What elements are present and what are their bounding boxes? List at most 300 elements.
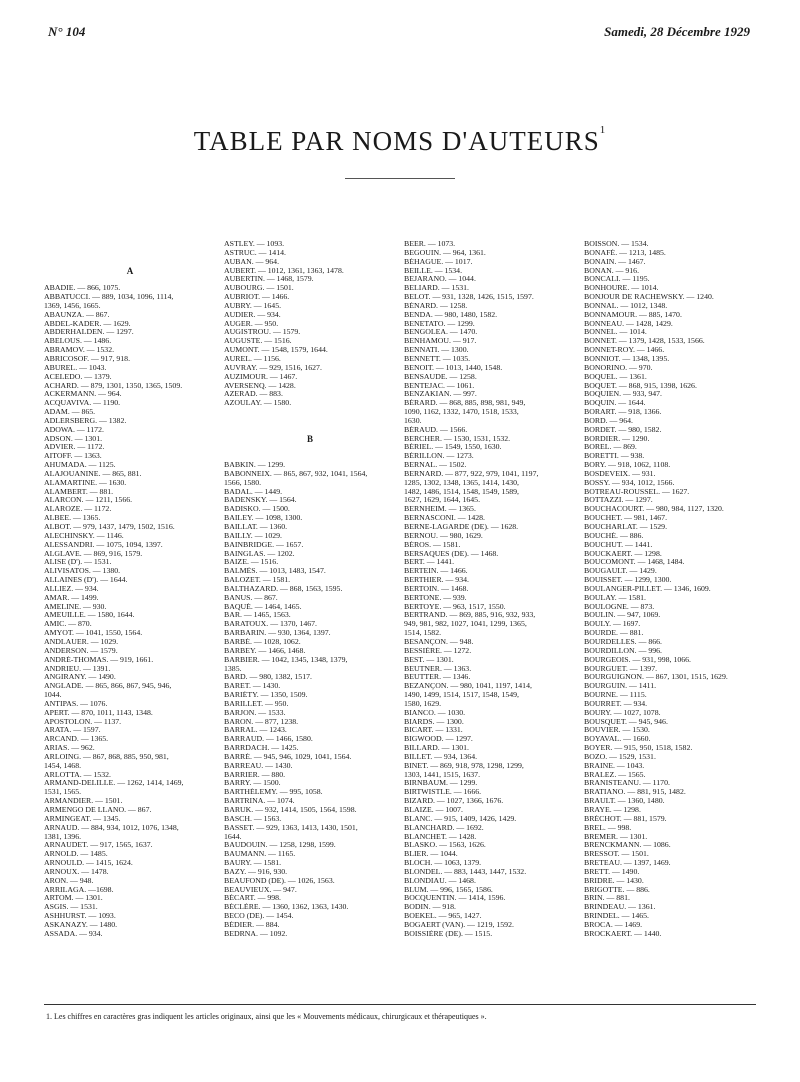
author-entry: BARRY. — 1500.: [224, 779, 281, 788]
author-entry: BERNARD. — 877, 922, 979, 1041, 1197,: [404, 469, 539, 478]
author-entry: ALLAINES (D'). — 1644.: [44, 576, 128, 585]
author-entry: 1580, 1629.: [404, 699, 442, 708]
author-entry: BADENSKY. — 1564.: [224, 496, 297, 505]
author-entry: BOUCHET. — 981, 1467.: [584, 514, 668, 523]
author-entry: BLIER. — 1044.: [404, 850, 458, 859]
author-entry: BORETTI. — 938.: [584, 452, 645, 461]
author-entry: BOGAERT (VAN). — 1219, 1592.: [404, 920, 514, 929]
author-entry: BOYER. — 915, 950, 1518, 1582.: [584, 744, 693, 753]
author-entry: BOQUET. — 868, 915, 1398, 1626.: [584, 381, 697, 390]
author-entry: BLASKO. — 1563, 1626.: [404, 841, 486, 850]
author-entry: AHUMADA. — 1125.: [44, 461, 116, 470]
author-entry: BIRTWISTLE. — 1666.: [404, 788, 482, 797]
author-entry: BASCH. — 1563.: [224, 814, 282, 823]
author-column-1: [44, 240, 216, 939]
author-entry: ACQUAVIVA. — 1190.: [44, 399, 121, 408]
author-entry: BROCA. — 1469.: [584, 920, 643, 929]
author-entry: BRINDEL. — 1465.: [584, 912, 649, 921]
blank-line: [224, 417, 396, 426]
author-entry: BOULY. — 1697.: [584, 620, 641, 629]
author-entry: BICART. — 1331.: [404, 726, 463, 735]
author-entry: BOULANGER-PILLET. — 1346, 1609.: [584, 584, 711, 593]
issue-date: Samedi, 28 Décembre 1929: [604, 24, 750, 39]
author-entry: BEJARANO. — 1044.: [404, 275, 476, 284]
author-entry: ARTOM. — 1301.: [44, 894, 103, 903]
author-entry: BOREL. — 869.: [584, 443, 637, 452]
author-entry: ARATA. — 1597.: [44, 726, 101, 735]
author-entry: AZOULAY. — 1580.: [224, 399, 292, 408]
author-column-3: [404, 240, 576, 939]
author-entry: 1630.: [404, 416, 422, 425]
blank-line: [224, 452, 396, 461]
author-entry: BRENCKMANN. — 1086.: [584, 841, 671, 850]
author-entry: ARNAUD. — 884, 934, 1012, 1076, 1348,: [44, 823, 179, 832]
author-entry: AZERAD. — 883.: [224, 390, 283, 399]
author-entry: BRAYE. — 1298.: [584, 806, 641, 814]
author-entry: ASSADA. — 934.: [44, 929, 103, 938]
author-entry: ACELEDO. — 1379.: [44, 372, 112, 381]
author-entry: ABDEL-KADER. — 1629.: [44, 319, 131, 328]
author-entry: BRIN. — 881.: [584, 894, 630, 903]
author-entry: ABRAMOV. — 1532.: [44, 346, 115, 355]
author-entry: ARMENGO DE LLANO. — 867.: [44, 806, 152, 814]
author-entry: BOULAY. — 1581.: [584, 593, 646, 602]
author-entry: ADAM. — 865.: [44, 408, 96, 417]
author-entry: ANDLAUER. — 1029.: [44, 637, 119, 646]
author-entry: BADISKO. — 1500.: [224, 505, 290, 514]
author-entry: BARON. — 877, 1238.: [224, 717, 299, 726]
author-entry: ASTRUC. — 1414.: [224, 248, 286, 257]
author-entry: BAILEY. — 1098, 1300.: [224, 514, 303, 523]
author-entry: ARMAND-DELILLE. — 1262, 1414, 1469,: [44, 779, 184, 788]
author-entry: BRÉCHOT. — 881, 1579.: [584, 814, 667, 823]
author-entry: ADLERSBERG. — 1382.: [44, 416, 127, 425]
author-entry: ARLOING. — 867, 868, 885, 950, 981,: [44, 752, 169, 761]
title-rule: [345, 178, 455, 179]
author-entry: BADAL. — 1449.: [224, 487, 283, 496]
author-entry: 1303, 1441, 1515, 1637.: [404, 770, 481, 779]
author-entry: BERTOYE. — 963, 1517, 1550.: [404, 602, 506, 611]
author-entry: BLANCHET. — 1428.: [404, 832, 477, 841]
author-entry: BOISSON. — 1534.: [584, 240, 649, 248]
author-entry: BENETATO. — 1299.: [404, 319, 475, 328]
author-entry: BRINDEAU. — 1361.: [584, 903, 656, 912]
author-entry: ASTLEY. — 1093.: [224, 240, 285, 248]
author-entry: ARMANDIER. — 1501.: [44, 797, 123, 806]
author-entry: BEAUVIEUX. — 947.: [224, 885, 297, 894]
author-entry: BERTOIN. — 1468.: [404, 584, 469, 593]
author-entry: BODIN. — 918.: [404, 903, 456, 912]
author-entry: 1285, 1302, 1348, 1365, 1414, 1430,: [404, 478, 520, 487]
author-entry: BAQUÉ. — 1464, 1465.: [224, 602, 302, 611]
author-entry: BECO (DE). — 1454.: [224, 912, 294, 921]
author-entry: BERCHER. — 1530, 1531, 1532.: [404, 434, 511, 443]
author-entry: AMAR. — 1499.: [44, 593, 99, 602]
author-entry: BELOT. — 931, 1328, 1426, 1515, 1597.: [404, 293, 534, 302]
author-entry: BEUTNER. — 1363.: [404, 664, 472, 673]
author-entry: BENGOLEA. — 1470.: [404, 328, 478, 337]
author-entry: BALMÈS. — 1013, 1483, 1547.: [224, 567, 326, 576]
author-entry: BARRÉ. — 945, 946, 1029, 1041, 1564.: [224, 752, 352, 761]
author-entry: BONNAL. — 1012, 1348.: [584, 301, 668, 310]
author-entry: BEDRNA. — 1092.: [224, 929, 288, 938]
author-entry: BRALEZ. — 1565.: [584, 770, 646, 779]
author-entry: ALAMBERT. — 881.: [44, 487, 114, 496]
author-entry: BONHOURE. — 1014.: [584, 284, 659, 293]
author-entry: BAZY. — 916, 930.: [224, 867, 288, 876]
blank-line: [44, 240, 216, 249]
author-entry: BALTHAZARD. — 868, 1563, 1595.: [224, 584, 343, 593]
author-entry: ALESSANDRI. — 1075, 1094, 1397.: [44, 540, 163, 549]
author-entry: ANGIRANY. — 1490.: [44, 673, 116, 682]
author-entry: BRESSOT. — 1501.: [584, 850, 649, 859]
author-entry: BERNASCONI. — 1428.: [404, 514, 486, 523]
author-entry: APERT. — 870, 1011, 1143, 1348.: [44, 708, 153, 717]
author-entry: BARBIER. — 1042, 1345, 1348, 1379,: [224, 655, 348, 664]
author-entry: BARD. — 980, 1382, 1517.: [224, 673, 312, 682]
author-entry: BOUCHÉ. — 886.: [584, 531, 644, 540]
author-entry: BLONDIAU. — 1468.: [404, 876, 476, 885]
author-entry: BOTTAZZI. — 1297.: [584, 496, 653, 505]
author-entry: BAUDOUIN. — 1258, 1298, 1599.: [224, 841, 336, 850]
author-entry: BAILLAT. — 1360.: [224, 523, 288, 531]
author-entry: BONAN. — 916.: [584, 266, 640, 275]
author-entry: BOUGAULT. — 1429.: [584, 567, 657, 576]
author-entry: ANDERSON. — 1579.: [44, 646, 118, 655]
author-entry: BONNET. — 1379, 1428, 1533, 1566.: [584, 337, 705, 346]
author-entry: AUGUSTE. — 1516.: [224, 337, 292, 346]
author-entry: BLAIZE. — 1007.: [404, 806, 463, 814]
author-entry: BOUCHUT. — 1441.: [584, 540, 653, 549]
author-entry: ARNOULD. — 1415, 1624.: [44, 859, 133, 868]
author-entry: BONORINO. — 970.: [584, 363, 653, 372]
author-entry: BARTRINA. — 1074.: [224, 797, 295, 806]
author-entry: BEZANÇON. — 980, 1041, 1197, 1414,: [404, 682, 532, 691]
author-entry: 1566, 1580.: [224, 478, 262, 487]
author-entry: BOQUEL. — 1361.: [584, 372, 647, 381]
author-entry: BILLARD. — 1301.: [404, 744, 469, 753]
author-entry: BERNHEIM. — 1365.: [404, 505, 476, 514]
author-entry: BERNOU. — 980, 1629.: [404, 531, 483, 540]
author-entry: ARRILAGA. —1698.: [44, 885, 114, 894]
author-entry: ANDRIEU. — 1391.: [44, 664, 111, 673]
author-entry: BONNET-ROY. — 1466.: [584, 346, 665, 355]
blank-line: [44, 258, 216, 267]
author-entry: BRATIANO. — 881, 915, 1482.: [584, 788, 686, 797]
author-entry: BÉDIER. — 884.: [224, 920, 280, 929]
author-entry: ABBATUCCI. — 889, 1034, 1096, 1114,: [44, 293, 174, 302]
section-letter: B: [306, 434, 313, 444]
author-entry: AUMONT. — 1548, 1579, 1644.: [224, 346, 328, 355]
author-entry: BÉRARD. — 868, 885, 898, 981, 949,: [404, 399, 526, 408]
author-entry: ALISE (D'). — 1531.: [44, 558, 112, 567]
author-entry: BALOZET. — 1581.: [224, 576, 291, 585]
author-entry: BARBEY. — 1466, 1468.: [224, 646, 306, 655]
author-entry: BENSAUDE. — 1258.: [404, 372, 477, 381]
author-entry: AMEUILLE. — 1580, 1644.: [44, 611, 135, 620]
author-entry: BARILLET. — 950.: [224, 699, 289, 708]
blank-line: [44, 275, 216, 284]
author-entry: BOURGEOIS. — 931, 998, 1066.: [584, 655, 691, 664]
author-entry: BOISSIÈRE (DE). — 1515.: [404, 929, 493, 938]
author-entry: BAINGLAS. — 1202.: [224, 549, 295, 558]
author-entry: BARRAL. — 1243.: [224, 726, 287, 735]
author-entry: ABAUNZA. — 867.: [44, 310, 110, 319]
blank-line: [224, 408, 396, 417]
author-entry: 1490, 1499, 1514, 1517, 1548, 1549,: [404, 691, 520, 700]
author-entry: BÉCLÈRE. — 1360, 1362, 1363, 1430.: [224, 903, 349, 912]
author-entry: BOTREAU-ROUSSEL. — 1627.: [584, 487, 690, 496]
author-entry: BARET. — 1430.: [224, 682, 281, 691]
author-entry: 1454, 1468.: [44, 761, 82, 770]
issue-number: N° 104: [48, 24, 86, 39]
author-entry: BONNEAU. — 1428, 1429.: [584, 319, 673, 328]
author-entry: ASGIS. — 1531.: [44, 903, 98, 912]
author-entry: BARATOUX. — 1370, 1467.: [224, 620, 317, 629]
author-entry: ALIVISATOS. — 1380.: [44, 567, 121, 576]
author-entry: BOZO. — 1529, 1531.: [584, 752, 656, 761]
author-entry: BOUCHARLAT. — 1529.: [584, 523, 668, 531]
author-entry: BLOCH. — 1063, 1379.: [404, 859, 482, 868]
author-entry: BEER. — 1073.: [404, 240, 456, 248]
author-entry: BARRAUD. — 1466, 1580.: [224, 735, 313, 744]
author-entry: BOQUIEN. — 933, 947.: [584, 390, 662, 399]
author-entry: BARBÉ. — 1028, 1062.: [224, 637, 301, 646]
author-entry: 1369, 1456, 1665.: [44, 301, 101, 310]
author-entry: BENNATI. — 1300.: [404, 346, 469, 355]
author-entry: BASSET. — 929, 1363, 1413, 1430, 1501,: [224, 823, 358, 832]
author-entry: ABDERHALDEN. — 1297.: [44, 328, 134, 337]
author-entry: ARON. — 948.: [44, 876, 94, 885]
author-entry: BARIÉTY. — 1350, 1509.: [224, 691, 308, 700]
author-entry: BÉRIEL. — 1549, 1550, 1630.: [404, 443, 502, 452]
author-entry: ARLOTTA. — 1532.: [44, 770, 111, 779]
author-entry: BONCALI. — 1195.: [584, 275, 650, 284]
author-entry: AMELINE. — 930.: [44, 602, 107, 611]
author-entry: BARTHÉLEMY. — 995, 1058.: [224, 788, 323, 797]
author-entry: ALECHINSKY. — 1146.: [44, 531, 124, 540]
author-entry: BONNAMOUR. — 885, 1470.: [584, 310, 682, 319]
author-entry: BAR. — 1465, 1563.: [224, 611, 291, 620]
author-entry: BIGWOOD. — 1297.: [404, 735, 473, 744]
author-entry: ALBOT. — 979, 1437, 1479, 1502, 1516.: [44, 523, 175, 531]
author-entry: BOQUIN. — 1644.: [584, 399, 646, 408]
author-entry: BONJOUR DE RACHEWSKY. — 1240.: [584, 293, 714, 302]
author-entry: BEUTTER. — 1346.: [404, 673, 471, 682]
author-entry: BARRDACH. — 1425.: [224, 744, 299, 753]
author-entry: 1090, 1162, 1332, 1470, 1518, 1533,: [404, 408, 519, 417]
author-entry: BOURNE. — 1115.: [584, 691, 647, 700]
author-entry: BORDIER. — 1290.: [584, 434, 650, 443]
author-entry: 1514, 1582.: [404, 629, 442, 638]
author-entry: ALARCON. — 1211, 1566.: [44, 496, 133, 505]
footnote: 1. Les chiffres en caractères gras indiquent les articles originaux, ainsi que les « Mouvements médicaux, chirurgicaux et thérapeutiques ».: [46, 1012, 487, 1021]
author-entry: BENTEJAC. — 1061.: [404, 381, 475, 390]
author-entry: BARREAU. — 1430.: [224, 761, 293, 770]
author-entry: BENNETT. — 1035.: [404, 354, 471, 363]
author-entry: AUBAN. — 964.: [224, 257, 280, 266]
blank-line: [44, 249, 216, 258]
author-entry: BREMER. — 1301.: [584, 832, 648, 841]
author-entry: AUBERTIN. — 1468, 1579.: [224, 275, 314, 284]
author-entry: BILLET. — 934, 1364.: [404, 752, 478, 761]
author-entry: ABRICOSOF. — 917, 918.: [44, 354, 131, 363]
author-entry: BERTRAND. — 869, 885, 916, 932, 933,: [404, 611, 536, 620]
author-entry: BERNAL. — 1502.: [404, 461, 467, 470]
author-entry: BOUSQUET. — 945, 946.: [584, 717, 668, 726]
author-entry: BINET. — 869, 918, 978, 1298, 1299,: [404, 761, 524, 770]
author-entry: AUBRIOT. — 1466.: [224, 293, 290, 302]
author-entry: 1482, 1486, 1514, 1548, 1549, 1589,: [404, 487, 520, 496]
author-entry: BOURGUIN. — 1411.: [584, 682, 657, 691]
author-entry: BONAIN. — 1467.: [584, 257, 646, 266]
author-entry: BLANCHARD. — 1692.: [404, 823, 484, 832]
author-entry: BRIDRE. — 1430.: [584, 876, 644, 885]
author-entry: ANGLADE. — 865, 866, 867, 945, 946,: [44, 682, 172, 691]
author-entry: BOULIN. — 947, 1069.: [584, 611, 661, 620]
author-entry: BOSDEVEIX. — 931.: [584, 469, 656, 478]
author-entry: BESSIÈRE. — 1272.: [404, 646, 472, 655]
author-entry: ADOWA. — 1172.: [44, 425, 104, 434]
author-entry: AVERSENQ. — 1428.: [224, 381, 296, 390]
blank-line: [224, 443, 396, 452]
author-entry: 1644.: [224, 832, 242, 841]
author-entry: BOUCOMONT. — 1468, 1484.: [584, 558, 685, 567]
author-entry: BORDET. — 980, 1582.: [584, 425, 662, 434]
author-entry: 1531, 1565.: [44, 788, 82, 797]
author-entry: BARBARIN. — 930, 1364, 1397.: [224, 629, 331, 638]
page-title-text: TABLE PAR NOMS D'AUTEURS: [193, 126, 600, 156]
author-entry: BLANC. — 915, 1409, 1426, 1429.: [404, 814, 517, 823]
author-entry: BÉROS. — 1581.: [404, 540, 461, 549]
author-entry: ARCAND. — 1365.: [44, 735, 109, 744]
author-entry: ANTIPAS. — 1076.: [44, 699, 108, 708]
author-entry: BROCKAERT. — 1440.: [584, 929, 662, 938]
author-entry: 1044.: [44, 691, 62, 700]
author-entry: BARRIER. — 880.: [224, 770, 286, 779]
author-entry: ACHARD. — 879, 1301, 1350, 1365, 1509.: [44, 381, 183, 390]
author-entry: BENZAKIAN. — 997.: [404, 390, 477, 399]
author-entry: BÉHAGUE. — 1017.: [404, 257, 473, 266]
author-entry: ABELOUS. — 1486.: [44, 337, 112, 346]
blank-line: [224, 426, 396, 435]
author-entry: BERSAQUES (DE). — 1468.: [404, 549, 499, 558]
author-entry: BENHAMOU. — 917.: [404, 337, 477, 346]
author-entry: BOYAVAL. — 1660.: [584, 735, 651, 744]
author-entry: BOURGUET. — 1397.: [584, 664, 658, 673]
author-entry: BOURDE. — 881.: [584, 629, 644, 638]
author-entry: BOURDELLES. — 866.: [584, 637, 662, 646]
author-entry: BAINBRIDGE. — 1657.: [224, 540, 304, 549]
author-entry: BOURDILLON. — 996.: [584, 646, 662, 655]
author-entry: BAIZE. — 1516.: [224, 558, 279, 567]
author-entry: BOURY. — 1027, 1078.: [584, 708, 661, 717]
author-entry: BEGOUIN. — 964, 1361.: [404, 248, 486, 257]
author-entry: ADVIER. — 1172.: [44, 443, 105, 452]
author-entry: ARIAS. — 962.: [44, 744, 95, 753]
author-entry: ALAJOUANINE. — 865, 881.: [44, 469, 142, 478]
author-entry: ARNAUDET. — 917, 1565, 1637.: [44, 841, 153, 850]
author-entry: AUBRY. — 1645.: [224, 301, 282, 310]
author-entry: BLUM. — 996, 1565, 1586.: [404, 885, 493, 894]
author-entry: AUGER. — 950.: [224, 319, 279, 328]
author-entry: ALAROZE. — 1172.: [44, 505, 112, 514]
title-footnote-mark: 1: [599, 124, 607, 136]
author-entry: BOURRET. — 934.: [584, 699, 648, 708]
author-entry: BOUISSET. — 1299, 1300.: [584, 576, 672, 585]
author-entry: BOULOGNE. — 873.: [584, 602, 655, 611]
author-entry: BORD. — 964.: [584, 416, 633, 425]
author-entry: 1627, 1629, 1644, 1645.: [404, 496, 481, 505]
author-entry: BÉNARD. — 1258.: [404, 301, 468, 310]
author-entry: BEILLE. — 1534.: [404, 266, 463, 275]
author-entry: ABADIE. — 866, 1075.: [44, 284, 121, 293]
author-entry: BAURY. — 1581.: [224, 859, 282, 868]
author-entry: ALLIEZ. — 934.: [44, 584, 99, 593]
author-entry: BRETEAU. — 1397, 1469.: [584, 859, 671, 868]
author-entry: BERNE-LAGARDE (DE). — 1628.: [404, 523, 519, 531]
author-entry: ADSON. — 1301.: [44, 434, 103, 443]
author-entry: AMYOT. — 1041, 1550, 1564.: [44, 629, 143, 638]
author-entry: BIZARD. — 1027, 1366, 1676.: [404, 797, 504, 806]
author-entry: APOSTOLON. — 1137.: [44, 717, 122, 726]
author-column-2: [224, 240, 396, 939]
author-entry: BOUVIER. — 1530.: [584, 726, 650, 735]
section-letter: A: [126, 266, 134, 276]
page-title: [0, 126, 800, 157]
author-entry: BÉCART. — 998.: [224, 894, 281, 903]
author-entry: BESANÇON. — 948.: [404, 637, 474, 646]
author-entry: AITOFF. — 1363.: [44, 452, 102, 461]
author-entry: AUBOURG. — 1501.: [224, 284, 294, 293]
author-entry: ABUREL. — 1043.: [44, 363, 107, 372]
author-entry: ACKERMANN. — 964.: [44, 390, 122, 399]
author-entry: BAUMANN. — 1165.: [224, 850, 296, 859]
author-entry: BRANISTEANU. — 1170.: [584, 779, 670, 788]
author-entry: BOSSY. — 934, 1012, 1566.: [584, 478, 675, 487]
author-entry: BRIGOTTE. — 886.: [584, 885, 650, 894]
author-entry: BABKIN. — 1299.: [224, 461, 286, 470]
author-entry: ARNOLD. — 1485.: [44, 850, 108, 859]
author-entry: 949, 981, 982, 1027, 1041, 1299, 1365,: [404, 620, 527, 629]
author-entry: BIRNBAUM. — 1299.: [404, 779, 478, 788]
author-entry: BÉRILLON. — 1273.: [404, 452, 474, 461]
author-entry: AUVRAY. — 929, 1516, 1627.: [224, 363, 322, 372]
author-entry: BARUK. — 932, 1414, 1505, 1564, 1598.: [224, 806, 357, 814]
author-entry: AUGISTROU. — 1579.: [224, 328, 301, 337]
author-entry: BRAINE. — 1043.: [584, 761, 645, 770]
author-entry: AMIC. — 870.: [44, 620, 92, 629]
footnote-rule: [44, 1004, 756, 1005]
author-entry: BONAFÉ. — 1213, 1485.: [584, 248, 666, 257]
author-entry: ASKANAZY. — 1480.: [44, 920, 118, 929]
author-entry: BENDA. — 980, 1480, 1582.: [404, 310, 498, 319]
author-entry: BABONNEIX. — 865, 867, 932, 1041, 1564,: [224, 469, 368, 478]
author-entry: BRAULT. — 1360, 1480.: [584, 797, 665, 806]
author-entry: AUZIMOUR. — 1467.: [224, 372, 298, 381]
author-entry: ARNOUX. — 1478.: [44, 867, 109, 876]
author-entry: ALGLAVE. — 869, 916, 1579.: [44, 549, 143, 558]
author-entry: ARMINGEAT. — 1345.: [44, 814, 121, 823]
author-entry: BOUCKAERT. — 1298.: [584, 549, 662, 558]
author-entry: BIARDS. — 1300.: [404, 717, 464, 726]
author-entry: BERT. — 1441.: [404, 558, 455, 567]
author-entry: BORY. — 918, 1062, 1108.: [584, 461, 671, 470]
author-entry: BANUS. — 867.: [224, 593, 278, 602]
author-entry: AUREL. — 1156.: [224, 354, 281, 363]
author-entry: BONNIOT. — 1348, 1395.: [584, 354, 670, 363]
author-entry: BELIARD. — 1531.: [404, 284, 469, 293]
